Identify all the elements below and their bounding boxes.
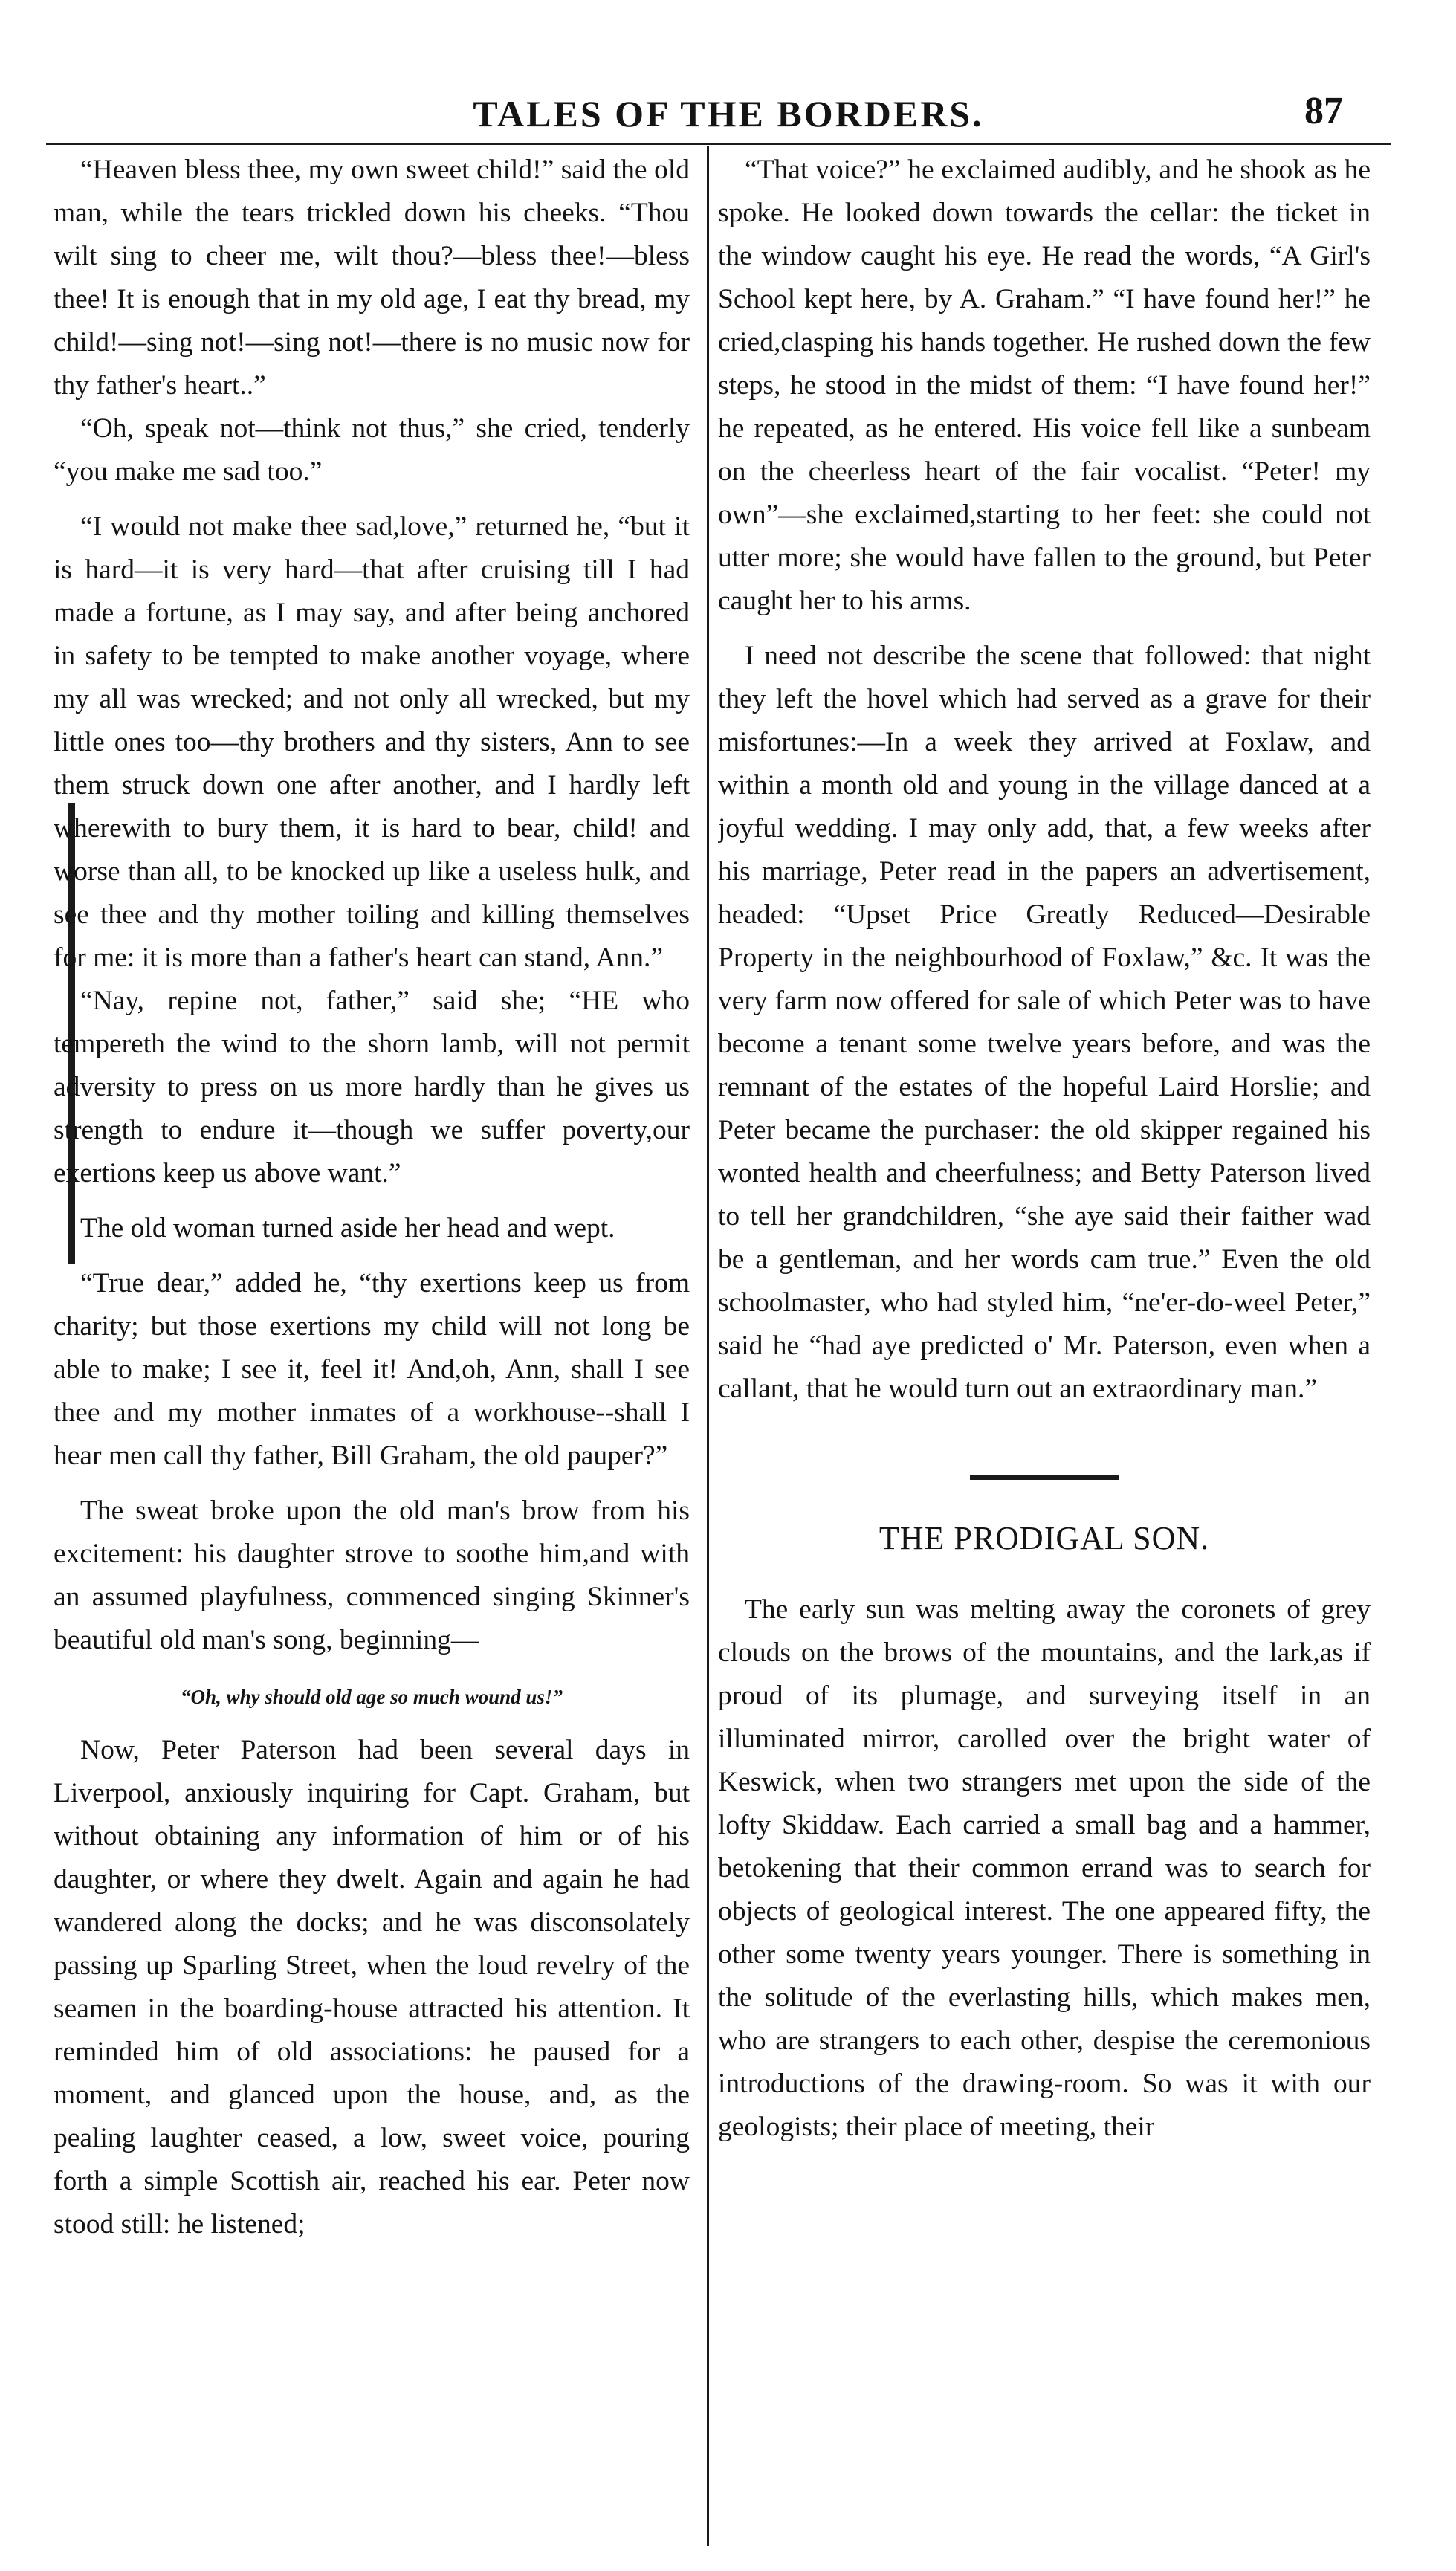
left-column bbox=[54, 149, 690, 2564]
body-paragraph: “That voice?” he exclaimed audibly, and he shook as he spoke. He looked down towards the cellar: the ticket in the window caught his eye. He read the words, “A Girl's School kept here, by A. Graham.” “I have found her!” he cried,clasping his hands together. He rushed down the few steps, he stood in the midst of them: “I have found her!” he repeated, as he entered. His voice fell like a sunbeam on the cheerless heart of the fair vocalist. “Peter! my own”—she exclaimed,starting to her feet: she could not utter more; she would have fallen to the ground, but Peter caught her to his arms. bbox=[718, 155, 1371, 616]
body-paragraph: “Oh, speak not—think not thus,” she cried, tenderly “you make me sad too.” bbox=[54, 413, 690, 487]
page-number: 87 bbox=[1304, 90, 1343, 132]
column-rule bbox=[707, 146, 709, 2546]
body-paragraph: “Nay, repine not, father,” said she; “HE who tempereth the wind to the shorn lamb, will not permit adversity to press on us more hardly than he gives us strength to endure it—though we suffer poverty,our exertions keep us above want.” bbox=[54, 986, 690, 1189]
running-title: TALES OF THE BORDERS. bbox=[473, 93, 984, 135]
verse-quote: “Oh, why should old age so much wound us!” bbox=[181, 1686, 563, 1708]
running-head bbox=[0, 88, 1456, 147]
section-title: THE PRODIGAL SON. bbox=[879, 1520, 1210, 1556]
body-paragraph: The old woman turned aside her head and wept. bbox=[80, 1213, 615, 1244]
body-paragraph: The sweat broke upon the old man's brow from his excitement: his daughter strove to soothe him,and with an assumed playfulness, commenced singing Skinner's beautiful old man's song, beginning— bbox=[54, 1495, 690, 1655]
header-rule bbox=[46, 143, 1391, 145]
body-paragraph: I need not describe the scene that followed: that night they left the hovel which had served as a grave for their misfortunes:—In a week they arrived at Foxlaw, and within a month old and young in the village danced at a joyful wedding. I may only add, that, a few weeks after his marriage, Peter read in the papers an advertisement, headed: “Upset Price Greatly Reduced—Desirable Property in the neighbourhood of Foxlaw,” &c. It was the very farm now offered for sale of which Peter was to have become a tenant some twelve years before, and was the remnant of the estates of the hopeful Laird Horslie; and Peter became the purchaser: the old skipper regained his wonted health and cheerfulness; and Betty Paterson lived to tell her grandchildren, “she aye said their faither wad be a gentleman, and her words cam true.” Even the old schoolmaster, who had styled him, “ne'er-do-weel Peter,” said he “had aye predicted o' Mr. Paterson, even when a callant, that he would turn out an extraordinary man.” bbox=[718, 641, 1371, 1404]
body-paragraph: Now, Peter Paterson had been several days in Liverpool, anxiously inquiring for Capt. Graham, but without obtaining any information of him or of his daughter, or where they dwelt. Again and again he had wandered along the docks; and he was disconsolately passing up Sparling Street, when the loud revelry of the seamen in the boarding-house attracted his attention. It reminded him of old associations: he paused for a moment, and glanced upon the house, and, as the pealing laughter ceased, a low, sweet voice, pouring forth a simple Scottish air, reached his ear. Peter now stood still: he listened; bbox=[54, 1735, 690, 2239]
body-paragraph: “True dear,” added he, “thy exertions keep us from charity; but those exertions my child will not long be able to make; I see it, feel it! And,oh, Ann, shall I see thee and my mother inmates of a workhouse--shall I hear men call thy father, Bill Graham, the old pauper?” bbox=[54, 1268, 690, 1471]
body-paragraph: “I would not make thee sad,love,” returned he, “but it is hard—it is very hard—that after cruising till I had made a fortune, as I may say, and after being anchored in safety to be tempted to make another voyage, where my all was wrecked; and not only all wrecked, but my little ones too—thy brothers and thy sisters, Ann to see them struck down one after another, and I hardly left wherewith to bury them, it is hard to bear, child! and worse than all, to be knocked up like a useless hulk, and see thee and thy mother toiling and killing themselves for me: it is more than a father's heart can stand, Ann.” bbox=[54, 511, 690, 973]
body-paragraph: The early sun was melting away the coronets of grey clouds on the brows of the mountains, and the lark,as if proud of its plumage, and surveying itself in an illuminated mirror, carolled over the bright water of Keswick, when two strangers met upon the side of the lofty Skiddaw. Each carried a small bag and a hammer, betokening that their common errand was to search for objects of geological interest. The one appeared fifty, the other some twenty years younger. There is something in the solitude of the everlasting hills, which makes men, who are strangers to each other, despise the ceremonious introductions of the drawing-room. So was it with our geologists; their place of meeting, their bbox=[718, 1594, 1371, 2142]
body-paragraph: “Heaven bless thee, my own sweet child!” said the old man, while the tears trickled down his cheeks. “Thou wilt sing to cheer me, wilt thou?—bless thee!—bless thee! It is enough that in my old age, I eat thy bread, my child!—sing not!—sing not!—there is no music now for thy father's heart..” bbox=[54, 155, 690, 401]
right-column bbox=[718, 149, 1371, 2564]
section-divider bbox=[970, 1475, 1119, 1480]
